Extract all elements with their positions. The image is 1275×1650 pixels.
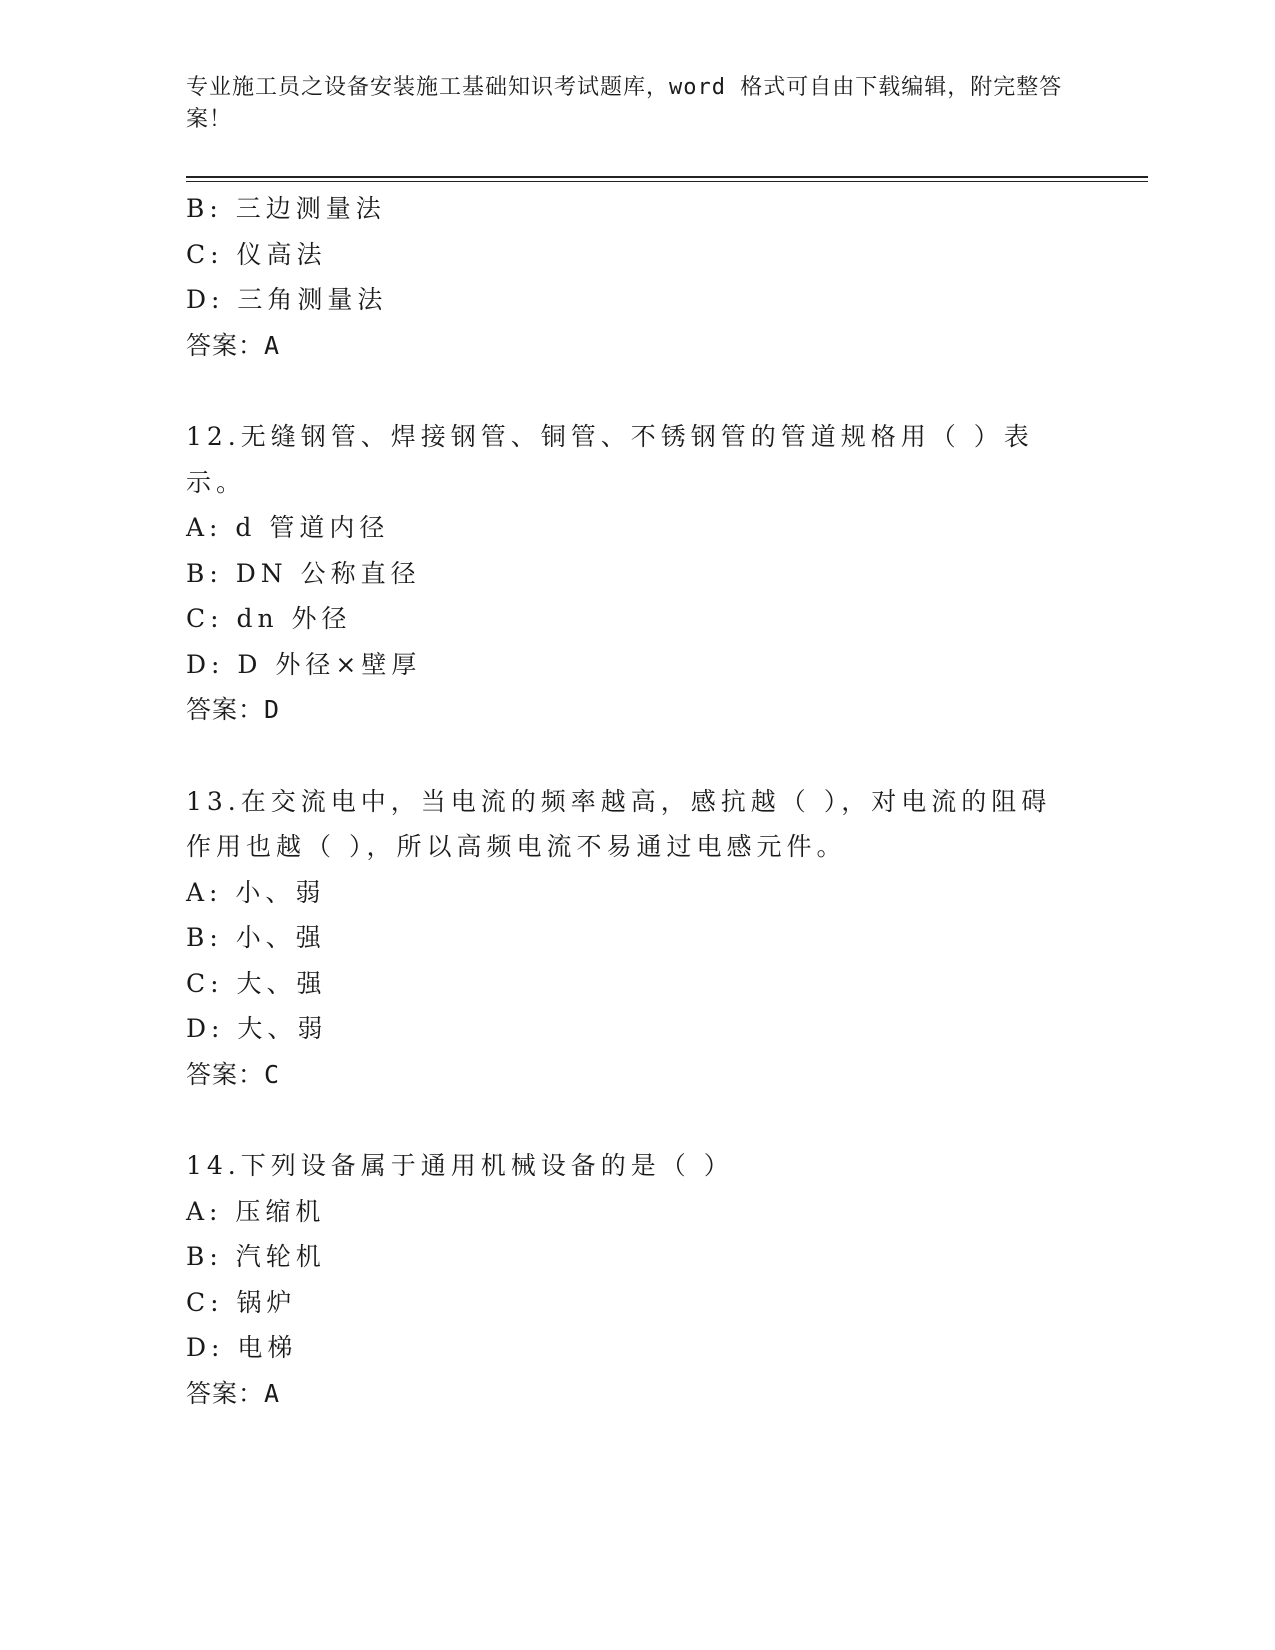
answer-line: 答案：A: [186, 1378, 281, 1408]
spacer: [186, 1097, 1066, 1143]
option-a: A: 小、弱: [186, 877, 326, 907]
option-b: B: 汽轮机: [186, 1242, 326, 1271]
answer-line: 答案：D: [186, 695, 281, 724]
option-d: D: 三角测量法: [186, 285, 388, 314]
option-c: C: dn 外径: [186, 604, 352, 633]
option-b: B: DN 公称直径: [186, 558, 421, 588]
header-divider-thick: [186, 176, 1148, 178]
question-text: 12.无缝钢管、焊接钢管、铜管、不锈钢管的管道规格用（ ）表示。: [186, 422, 1034, 497]
option-b: B: 小、强: [186, 923, 326, 952]
spacer: [186, 368, 1066, 414]
option-c: C: 大、强: [186, 968, 327, 998]
option-d: D: 大、弱: [186, 1014, 328, 1043]
option-d: D: 电梯: [186, 1333, 298, 1362]
question-text: 14.下列设备属于通用机械设备的是（ ）: [186, 1151, 734, 1180]
document-header: 专业施工员之设备安装施工基础知识考试题库，word 格式可自由下载编辑，附完整答案！: [186, 75, 1063, 132]
option-a: A: d 管道内径: [186, 513, 390, 542]
option-a: A: 压缩机: [186, 1196, 326, 1226]
option-c: C: 锅炉: [186, 1287, 297, 1317]
spacer: [186, 733, 1066, 779]
answer-line: 答案：A: [186, 330, 281, 360]
answer-line: 答案：C: [186, 1059, 281, 1089]
option-b: B: 三边测量法: [186, 194, 386, 223]
header-divider-thin: [186, 181, 1148, 182]
document-body: [186, 186, 1066, 1416]
question-13: [186, 779, 1066, 1098]
question-12: [186, 414, 1066, 733]
option-c: C: 仪高法: [186, 239, 327, 269]
question-11-continued: [186, 186, 1066, 368]
question-text: 13.在交流电中，当电流的频率越高，感抗越（ ），对电流的阻碍作用也越（ ），所以高频电流不易通过电感元件。: [186, 786, 1052, 861]
question-14: [186, 1143, 1066, 1416]
option-d: D: D 外径×壁厚: [186, 649, 422, 679]
